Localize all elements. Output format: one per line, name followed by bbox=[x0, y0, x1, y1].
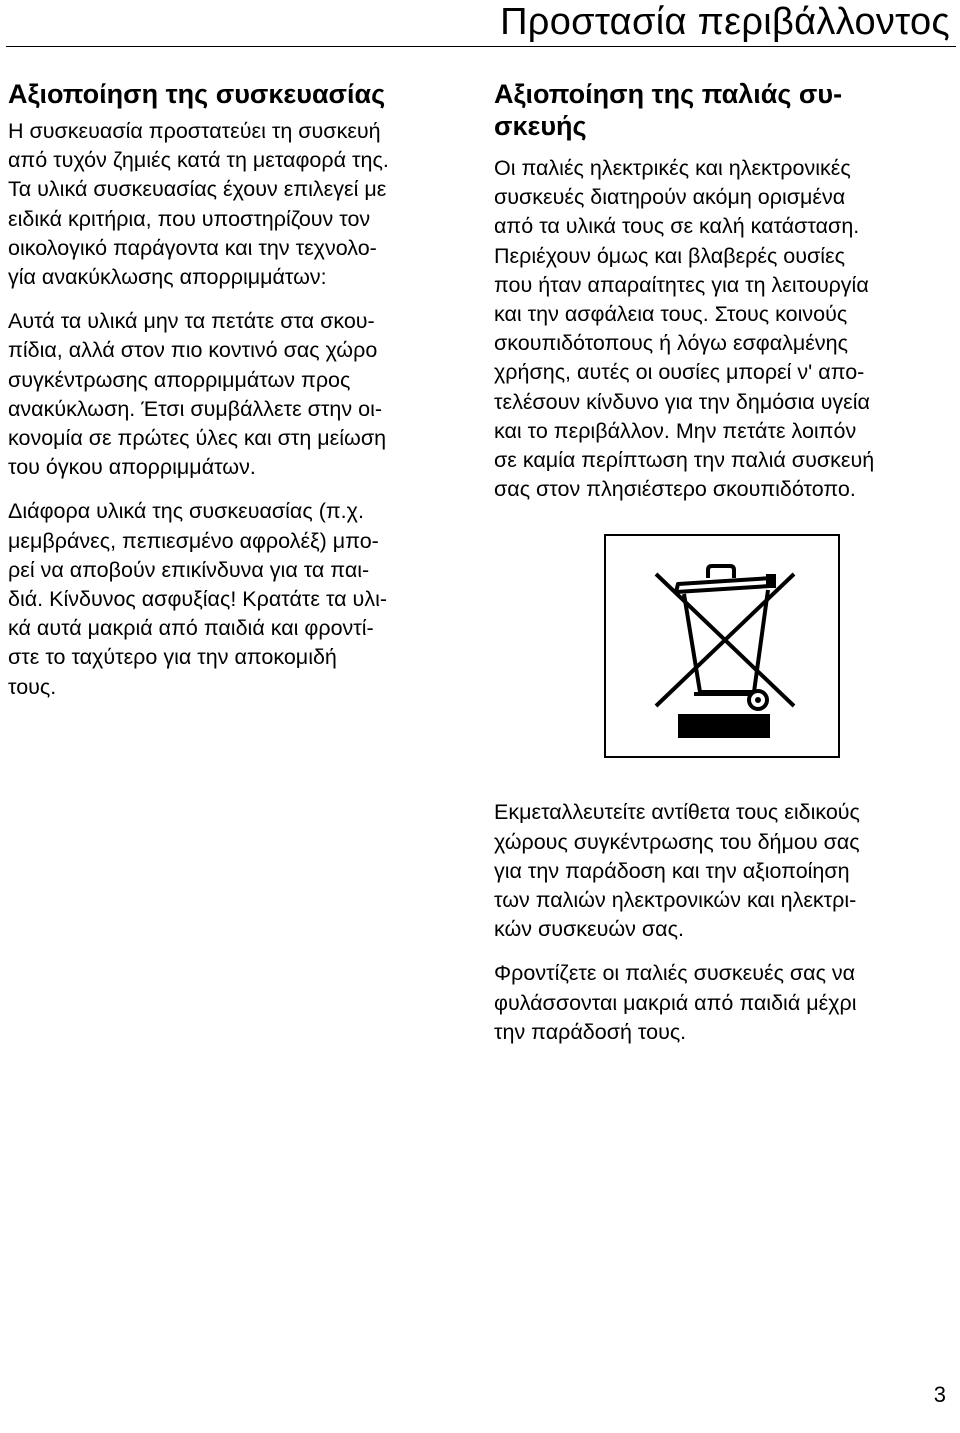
old-appliance-paragraph-2: Εκμεταλλευτείτε αντίθετα τους ειδικούς χώρους συγκέντρωσης του δήμου σας για την παράδοση και την αξιοποίηση των παλιών ηλεκτρονικών και ηλεκτρι- κών συσκευών σας. bbox=[494, 800, 860, 942]
crossed-out-wheelie-bin-icon bbox=[604, 534, 840, 758]
header-rule bbox=[6, 46, 956, 47]
packaging-paragraph-2: Αυτά τα υλικά μην τα πετάτε στα σκου- πίδια, αλλά στον πιο κοντινό σας χώρο συγκέντρωσης απορριμμάτων προς ανακύκλωση. Έτσι συμβάλλετε στην οι- κονομία σε πρώτες ύλες και στη μείωση του όγκου απορριμμάτων. bbox=[8, 309, 387, 480]
old-appliance-paragraph-3: Φροντίζετε οι παλιές συσκευές σας να φυλάσσονται μακριά από παιδιά μέχρι την παράδοσή τους. bbox=[494, 961, 857, 1044]
packaging-paragraph-3: Διάφορα υλικά της συσκευασίας (π.χ. μεμβράνες, πεπιεσμένο αφρολέξ) μπο- ρεί να αποβούν επικίνδυνα για τα παι- διά. Κίνδυνος ασφυξίας! Κρατάτε τα υλι- κά αυτά μακριά από παιδιά και φροντί- στε το ταχύτερο για την αποκομιδή τους. bbox=[8, 499, 388, 699]
right-lower-block bbox=[494, 798, 949, 1047]
old-appliance-heading: Αξιοποίηση της παλιάς συ- σκευής bbox=[494, 79, 843, 141]
left-column bbox=[8, 78, 473, 702]
old-appliance-paragraph-1: Οι παλιές ηλεκτρικές και ηλεκτρονικές συσκευές διατηρούν ακόμη ορισμένα από τα υλικά τους σε καλή κατάσταση. Περιέχουν όμως και βλαβερές ουσίες που ήταν απαραίτητες για τη λειτουργία και την ασφάλεια τους. Στους κοινούς σκουπιδότοπους ή λόγω εσφαλμένης χρήσης, αυτές οι ουσίες μπορεί ν' απο- τελέσουν κίνδυνο για την δημόσια υγεία και το περιβάλλον. Μην πετάτε λοιπόν σε καμία περίπτωση την παλιά συσκευή σας στον πλησιέστερο σκουπιδότοπο. bbox=[494, 156, 875, 502]
page-title: Προστασία περιβάλλοντος bbox=[500, 1, 950, 43]
packaging-heading: Αξιοποίηση της συσκευασίας bbox=[8, 79, 386, 109]
weee-symbol bbox=[604, 534, 840, 758]
page-number: 3 bbox=[933, 1382, 946, 1407]
packaging-paragraph-1: Η συσκευασία προστατεύει τη συσκευή από τυχόν ζημιές κατά τη μεταφορά της. Τα υλικά συσκευασίας έχουν επιλεγεί με ειδικά κριτήρια, που υποστηρίζουν τον οικολογικό παράγοντα και την τεχνολο- γία ανακύκλωσης απορριμμάτων: bbox=[8, 119, 389, 290]
right-column bbox=[494, 78, 949, 1047]
